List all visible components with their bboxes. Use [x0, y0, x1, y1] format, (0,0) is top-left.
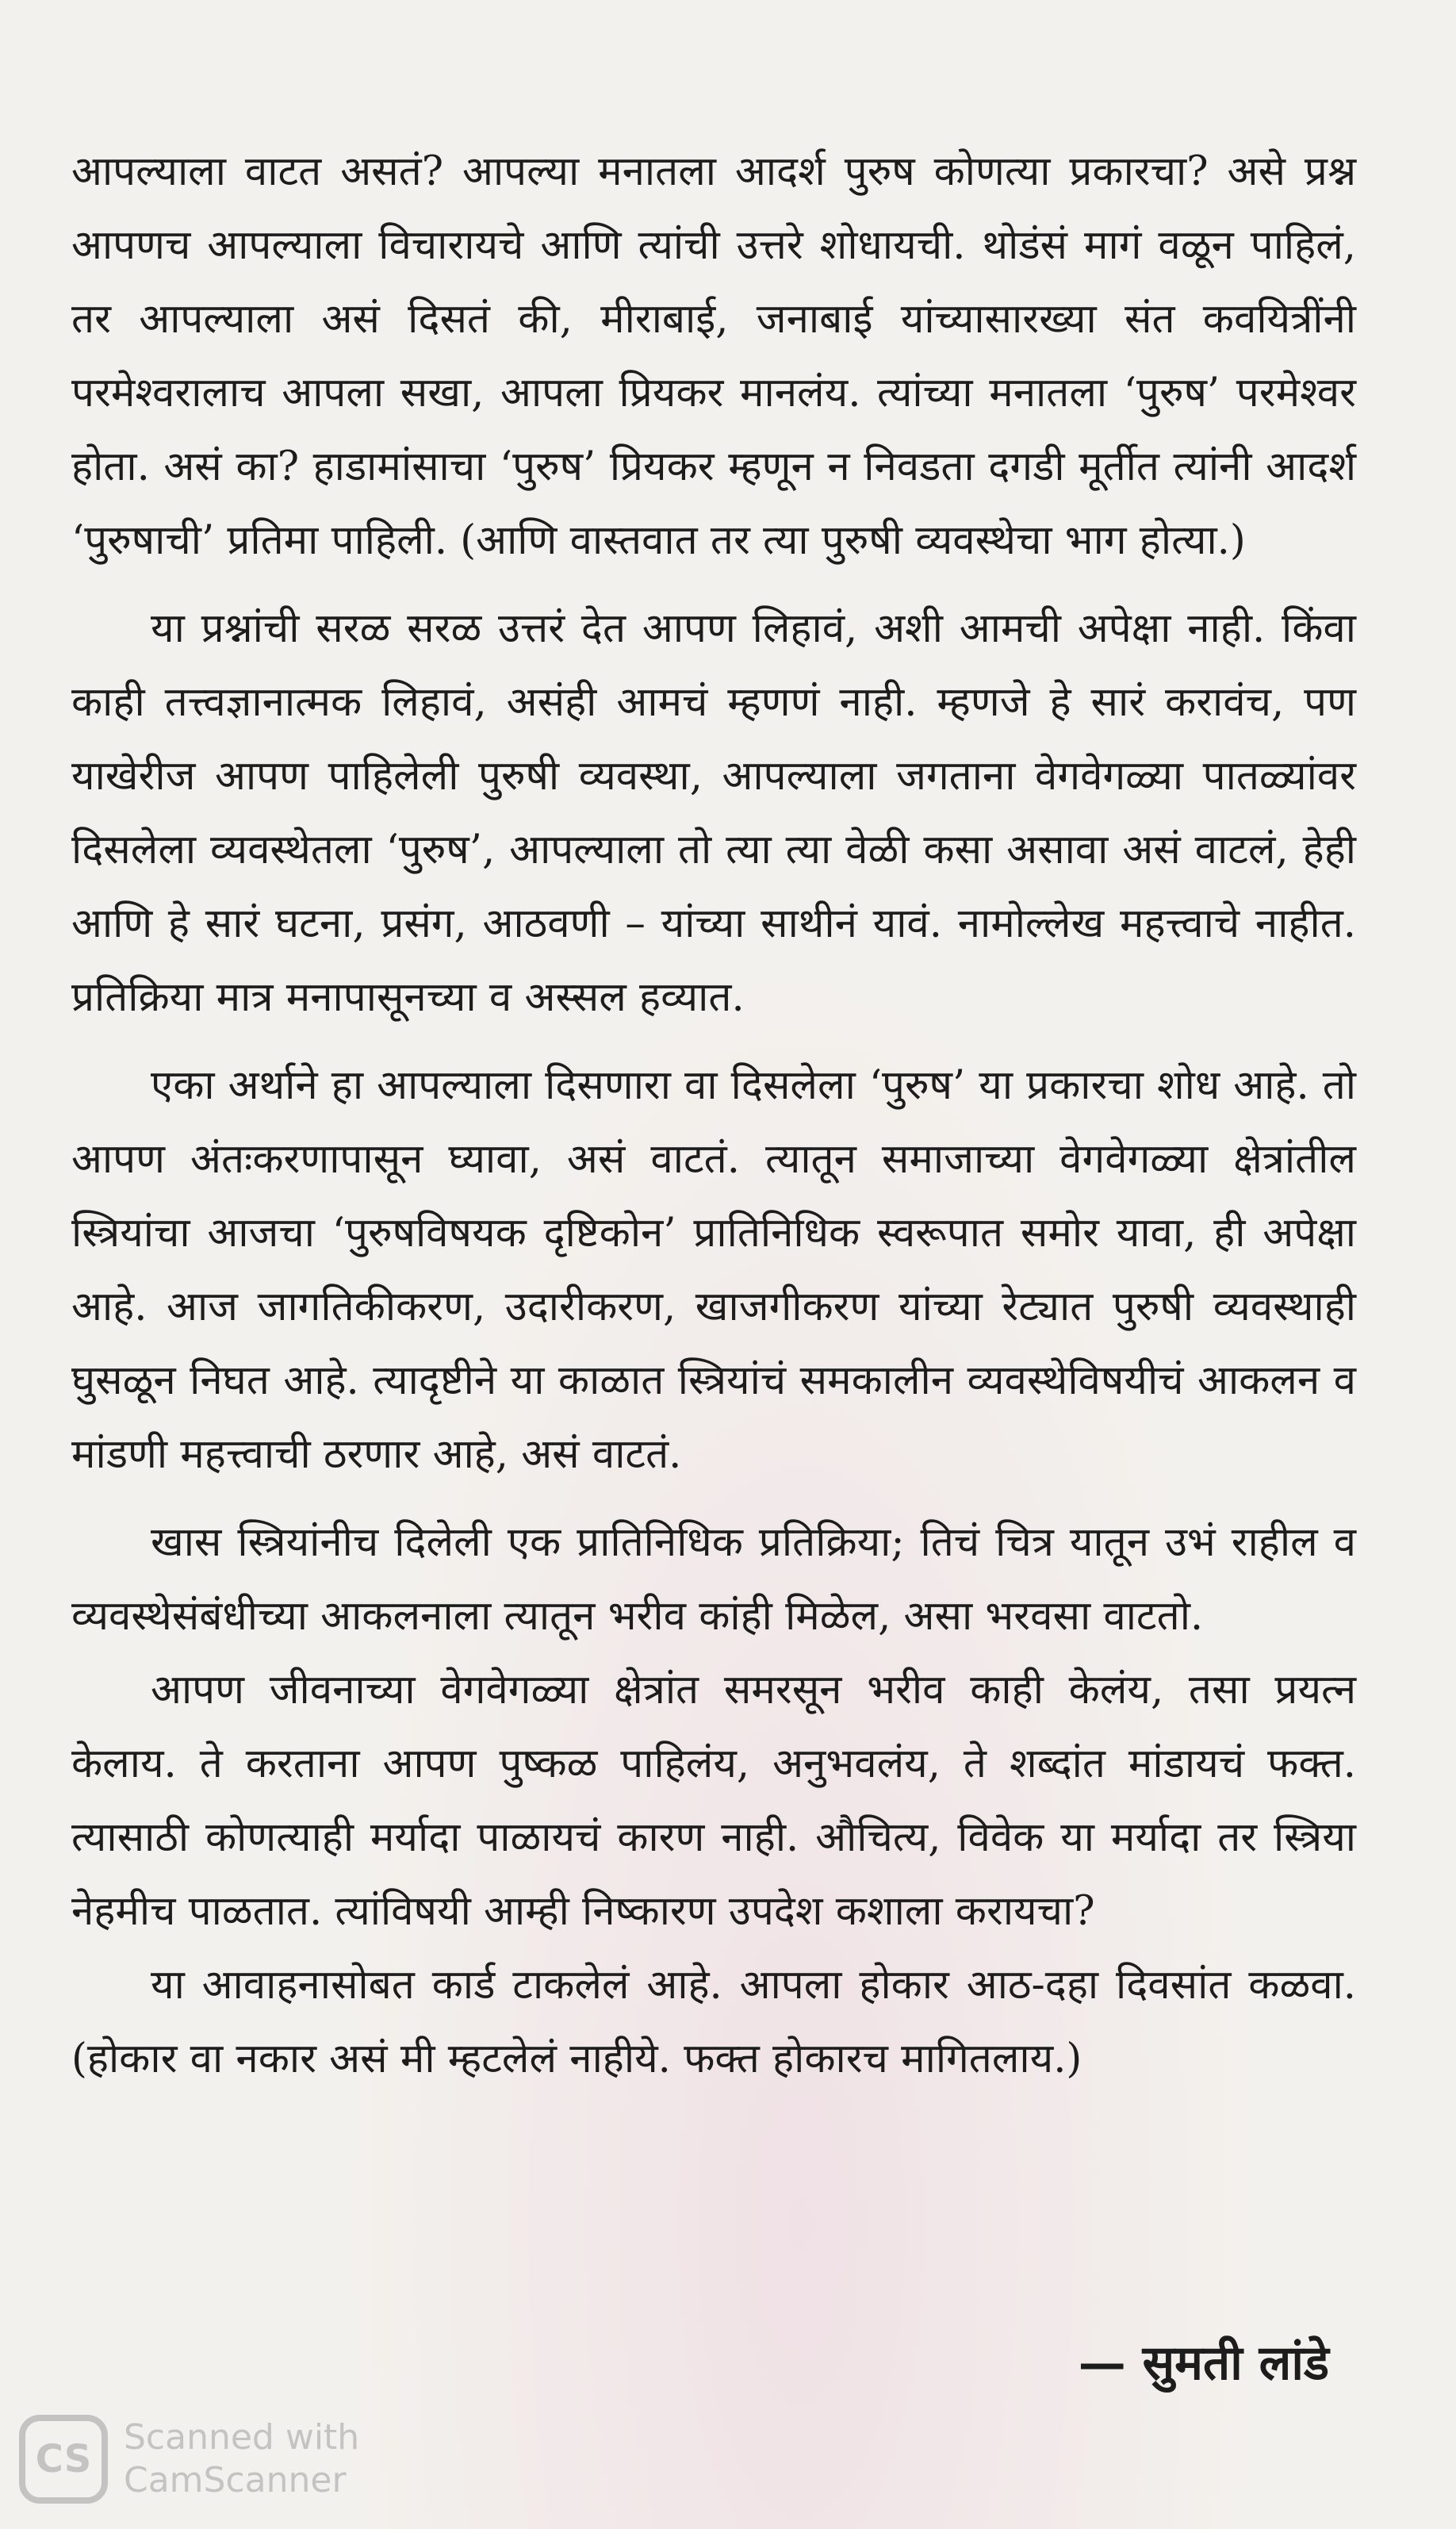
paragraph-3: एका अर्थाने हा आपल्याला दिसणारा वा दिसलेला ‘पुरुष’ या प्रकारचा शोध आहे. तो आपण अंतःकरणापासून घ्यावा, असं वाटतं. त्यातून समाजाच्या वेगवेगळ्या क्षेत्रांतील स्त्रियांचा आजचा ‘पुरुषविषयक दृष्टिकोन’ प्रातिनिधिक स्वरूपात समोर यावा, ही अपेक्षा आहे. आज जागतिकीकरण, उदारीकरण, खाजगीकरण यांच्या रेट्यात पुरुषी व्यवस्थाही घुसळून निघत आहे. त्यादृष्टीने या काळात स्त्रियांचं समकालीन व्यवस्थेविषयीचं आकलन व मांडणी महत्त्वाची ठरणार आहे, असं वाटतं. [71, 1062, 1356, 1478]
paragraph-2: या प्रश्नांची सरळ सरळ उत्तरं देत आपण लिहावं, अशी आमची अपेक्षा नाही. किंवा काही तत्त्वज्ञानात्मक लिहावं, असंही आमचं म्हणणं नाही. म्हणजे हे सारं करावंच, पण याखेरीज आपण पाहिलेली पुरुषी व्यवस्था, आपल्याला जगताना वेगवेगळ्या पातळ्यांवर दिसलेला व्यवस्थेतला ‘पुरुष’, आपल्याला तो त्या त्या वेळी कसा असावा असं वाटलं, हेही आणि हे सारं घटना, प्रसंग, आठवणी – यांच्या साथीनं यावं. नामोल्लेख महत्त्वाचे नाहीत. प्रतिक्रिया मात्र मनापासूनच्या व अस्सल हव्यात. [71, 605, 1356, 1021]
paragraph-6: या आवाहनासोबत कार्ड टाकलेलं आहे. आपला होकार आठ-दहा दिवसांत कळवा. (होकार वा नकार असं मी म्हटलेलं नाहीये. फक्त होकारच मागितलाय.) [71, 1962, 1356, 2082]
paragraph-1: आपल्याला वाटत असतं? आपल्या मनातला आदर्श पुरुष कोणत्या प्रकारचा? असे प्रश्न आपणच आपल्याला विचारायचे आणि त्यांची उत्तरे शोधायची. थोडंसं मागं वळून पाहिलं, तर आपल्याला असं दिसतं की, मीराबाई, जनाबाई यांच्यासारख्या संत कवयित्रींनी परमेश्वरालाच आपला सखा, आपला प्रियकर मानलंय. त्यांच्या मनातला ‘पुरुष’ परमेश्वर होता. असं का? हाडामांसाचा ‘पुरुष’ प्रियकर म्हणून न निवडता दगडी मूर्तीत त्यांनी आदर्श ‘पुरुषाची’ प्रतिमा पाहिली. (आणि वास्तवात तर त्या पुरुषी व्यवस्थेचा भाग होत्या.) [71, 148, 1356, 564]
watermark-text [124, 2416, 359, 2502]
watermark-line-2: CamScanner [124, 2460, 347, 2500]
paragraph-4: खास स्त्रियांनीच दिलेली एक प्रातिनिधिक प्रतिक्रिया; तिचं चित्र यातून उभं राहील व व्यवस्थेसंबंधीच्या आकलनाला त्यातून भरीव कांही मिळेल, असा भरवसा वाटतो. [71, 1519, 1356, 1640]
letter-body [71, 135, 1356, 2096]
author-signature: — सुमती लांडे [1078, 2335, 1329, 2391]
watermark-line-1: Scanned with [124, 2417, 360, 2458]
paragraph-5: आपण जीवनाच्या वेगवेगळ्या क्षेत्रांत समरसून भरीव काही केलंय, तसा प्रयत्न केलाय. ते करताना आपण पुष्कळ पाहिलंय, अनुभवलंय, ते शब्दांत मांडायचं फक्त. त्यासाठी कोणत्याही मर्यादा पाळायचं कारण नाही. औचित्य, विवेक या मर्यादा तर स्त्रिया नेहमीच पाळतात. त्यांविषयी आम्ही निष्कारण उपदेश कशाला करायचा? [71, 1667, 1356, 1935]
camscanner-logo-icon: CS [19, 2415, 108, 2504]
camscanner-watermark [19, 2412, 359, 2507]
